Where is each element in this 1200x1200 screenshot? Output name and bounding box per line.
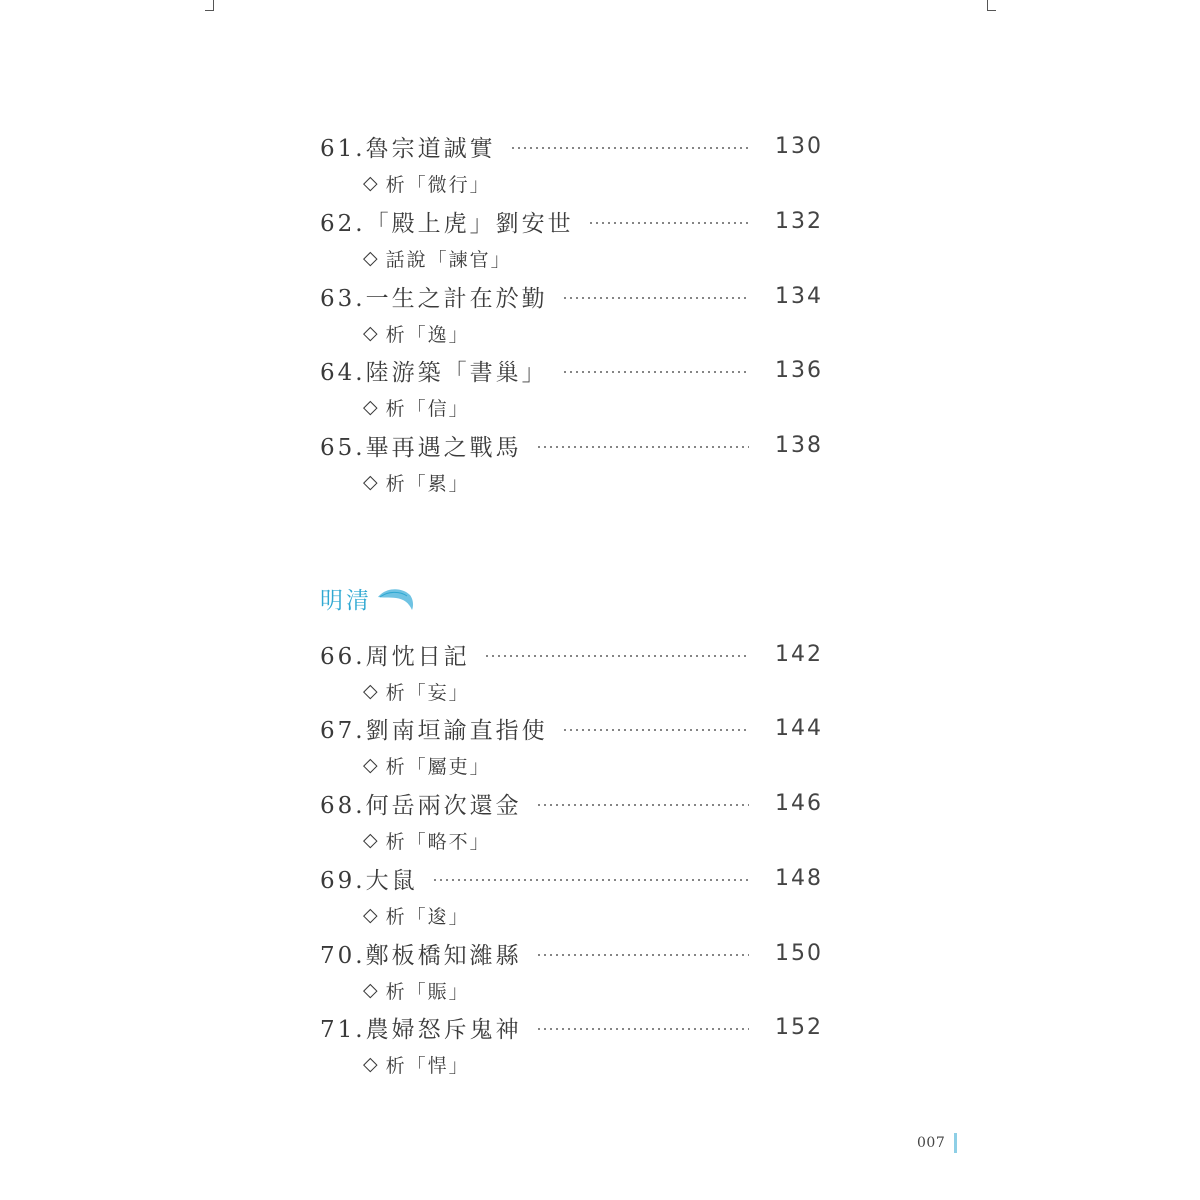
toc-entry[interactable] — [320, 935, 823, 971]
dot-leader — [536, 446, 749, 448]
toc-entry[interactable] — [320, 278, 823, 314]
toc-entry[interactable] — [320, 710, 823, 746]
toc-entry-title: 62.「殿上虎」劉安世 — [320, 210, 574, 237]
toc-sub-entry-text: 析「信」 — [385, 397, 470, 420]
toc-sub-entry-text: 析「屬吏」 — [385, 755, 491, 778]
folio-accent-bar — [954, 1133, 957, 1153]
page-number: 007 — [917, 1135, 946, 1151]
toc-entry-title: 65.畢再遇之戰馬 — [320, 434, 522, 461]
dot-leader — [432, 879, 749, 881]
dot-leader — [588, 222, 749, 224]
toc-entry[interactable] — [320, 352, 823, 388]
toc-entry-title: 71.農婦怒斥鬼神 — [320, 1016, 522, 1043]
toc-entry-title: 68.何岳兩次還金 — [320, 792, 522, 819]
diamond-icon: ◇ — [363, 979, 380, 1001]
wave-ornament-icon — [376, 583, 416, 613]
section-heading-label: 明清 — [320, 587, 372, 614]
toc-sub-entry-text: 析「累」 — [385, 472, 470, 495]
diamond-icon: ◇ — [363, 754, 380, 776]
dot-leader — [484, 655, 749, 657]
section-heading — [320, 579, 416, 617]
dot-leader — [562, 371, 749, 373]
dot-leader — [510, 147, 749, 149]
page-folio — [917, 1131, 957, 1155]
toc-sub-entry-text: 析「妄」 — [385, 681, 470, 704]
toc-entry-page: 150 — [775, 940, 823, 966]
toc-sub-entry — [363, 975, 470, 1005]
toc-entry[interactable] — [320, 1009, 823, 1045]
diamond-icon: ◇ — [363, 680, 380, 702]
toc-entry-title: 64.陸游築「書巢」 — [320, 359, 548, 386]
toc-sub-entry — [363, 168, 491, 198]
toc-entry-page: 144 — [775, 715, 823, 741]
dot-leader — [536, 804, 749, 806]
toc-entry-page: 134 — [775, 283, 823, 309]
toc-entry-title: 61.魯宗道誠實 — [320, 135, 496, 162]
crop-mark-right — [987, 0, 996, 11]
toc-sub-entry-text: 析「悍」 — [385, 1054, 470, 1077]
toc-sub-entry — [363, 750, 491, 780]
toc-entry[interactable] — [320, 636, 823, 672]
diamond-icon: ◇ — [363, 247, 380, 269]
diamond-icon: ◇ — [363, 829, 380, 851]
diamond-icon: ◇ — [363, 1053, 380, 1075]
crop-mark-left — [205, 0, 214, 11]
toc-entry-title: 66.周忱日記 — [320, 643, 470, 670]
dot-leader — [536, 1028, 749, 1030]
toc-entry-title: 67.劉南垣諭直指使 — [320, 717, 548, 744]
toc-entry-page: 132 — [775, 208, 823, 234]
toc-sub-entry — [363, 1049, 470, 1079]
toc-entry-title: 63.一生之計在於勤 — [320, 285, 548, 312]
toc-entry[interactable] — [320, 860, 823, 896]
diamond-icon: ◇ — [363, 396, 380, 418]
toc-entry-page: 148 — [775, 865, 823, 891]
diamond-icon: ◇ — [363, 172, 380, 194]
toc-sub-entry-text: 析「逸」 — [385, 323, 470, 346]
toc-sub-entry — [363, 825, 491, 855]
toc-entry-page: 152 — [775, 1014, 823, 1040]
diamond-icon: ◇ — [363, 904, 380, 926]
toc-entry-page: 138 — [775, 432, 823, 458]
dot-leader — [562, 297, 749, 299]
toc-entry-title: 70.鄭板橋知濰縣 — [320, 942, 522, 969]
dot-leader — [536, 954, 749, 956]
toc-sub-entry-text: 析「略不」 — [385, 830, 491, 853]
toc-sub-entry — [363, 900, 470, 930]
dot-leader — [562, 729, 749, 731]
toc-sub-entry-text: 析「微行」 — [385, 173, 491, 196]
toc-entry[interactable] — [320, 785, 823, 821]
toc-entry-title: 69.大鼠 — [320, 867, 418, 894]
toc-entry-page: 136 — [775, 357, 823, 383]
toc-sub-entry — [363, 467, 470, 497]
toc-sub-entry-text: 話說「諫官」 — [385, 248, 512, 271]
toc-sub-entry-text: 析「賑」 — [385, 980, 470, 1003]
toc-entry-page: 130 — [775, 133, 823, 159]
toc-sub-entry — [363, 676, 470, 706]
toc-entry-page: 142 — [775, 641, 823, 667]
toc-entry-page: 146 — [775, 790, 823, 816]
toc-sub-entry — [363, 318, 470, 348]
toc-entry[interactable] — [320, 203, 823, 239]
toc-entry[interactable] — [320, 427, 823, 463]
toc-sub-entry-text: 析「逡」 — [385, 905, 470, 928]
toc-sub-entry — [363, 392, 470, 422]
toc-entry[interactable] — [320, 128, 823, 164]
diamond-icon: ◇ — [363, 322, 380, 344]
toc-sub-entry — [363, 243, 512, 273]
diamond-icon: ◇ — [363, 471, 380, 493]
